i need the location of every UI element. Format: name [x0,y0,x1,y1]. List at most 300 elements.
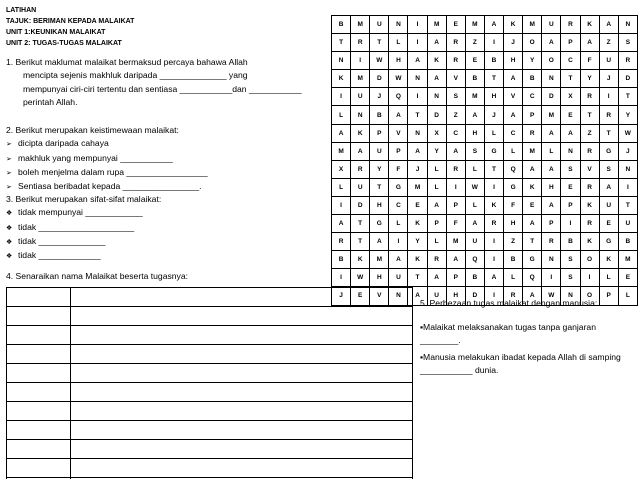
word-search-cell: U [351,178,370,196]
header-exercise-label: LATIHAN [6,7,37,14]
word-search-cell: P [446,196,465,214]
word-search-cell: A [542,124,561,142]
word-search-cell: S [561,160,580,178]
word-search-cell: V [370,287,389,305]
word-search-cell: T [618,196,637,214]
word-search-cell: L [484,124,503,142]
word-search-cell: L [599,269,618,287]
word-search-cell: P [446,269,465,287]
word-search-cell: C [504,124,523,142]
word-search-puzzle [331,15,638,306]
angel-name-cell [7,402,71,421]
word-search-cell: R [427,251,446,269]
angel-duty-cell [71,345,413,364]
word-search-cell: T [561,70,580,88]
angel-duty-cell [71,288,413,307]
angel-duties-answer-table [6,287,413,479]
word-search-cell: M [408,178,427,196]
word-search-cell: E [351,287,370,305]
word-search-cell: A [351,142,370,160]
angel-duty-cell [71,459,413,478]
diamond-bullet-icon: ❖ [6,210,13,218]
word-search-cell: A [446,142,465,160]
angel-duty-cell [71,307,413,326]
word-search-cell: A [542,160,561,178]
word-search-cell: L [504,142,523,160]
angel-duty-cell [71,421,413,440]
word-search-cell: R [561,16,580,34]
word-search-row [332,34,638,52]
word-search-cell: S [618,34,637,52]
word-search-cell: R [446,52,465,70]
word-search-cell: E [465,52,484,70]
word-search-cell: A [484,269,503,287]
word-search-cell: P [389,142,408,160]
word-search-cell: E [446,16,465,34]
list-item-text: tidak mempunyai ____________ [18,207,143,218]
word-search-cell: K [427,52,446,70]
word-search-cell: E [618,269,637,287]
word-search-cell: M [523,142,542,160]
word-search-cell: N [389,287,408,305]
word-search-cell: P [370,124,389,142]
word-search-row [332,106,638,124]
angel-name-cell [7,326,71,345]
word-search-cell: F [446,215,465,233]
angel-name-cell [7,440,71,459]
word-search-cell: B [465,70,484,88]
word-search-cell: K [580,233,599,251]
word-search-cell: U [542,16,561,34]
word-search-cell: T [580,106,599,124]
list-item-text: boleh menjelma dalam rupa _________________ [18,166,208,177]
word-search-cell: U [465,233,484,251]
word-search-cell: R [504,287,523,305]
word-search-cell: M [618,251,637,269]
question-4 [6,270,336,283]
word-search-cell: R [580,142,599,160]
arrow-bullet-icon: ➢ [6,169,12,177]
word-search-cell: T [599,124,618,142]
word-search-cell: G [504,178,523,196]
word-search-cell: N [618,160,637,178]
word-search-cell: I [561,215,580,233]
word-search-cell: X [332,160,351,178]
word-search-cell: A [427,34,446,52]
word-search-cell: R [599,106,618,124]
word-search-row [332,142,638,160]
word-search-cell: A [427,269,446,287]
question-5-point-1: ▪Malaikat melaksanakan tugas tanpa ganjaran ________. [420,322,596,345]
word-search-cell: A [542,34,561,52]
word-search-cell: R [580,215,599,233]
word-search-cell: V [580,160,599,178]
angel-duty-cell [71,402,413,421]
word-search-cell: K [351,124,370,142]
word-search-cell: M [465,16,484,34]
word-search-cell: L [332,178,351,196]
diamond-bullet-icon: ❖ [6,224,13,232]
word-search-cell: D [427,106,446,124]
word-search-cell: G [370,215,389,233]
word-search-cell: S [446,88,465,106]
word-search-cell: N [542,251,561,269]
word-search-cell: A [332,124,351,142]
word-search-cell: A [389,251,408,269]
word-search-cell: A [542,196,561,214]
word-search-grid [331,15,638,306]
list-item [6,152,336,166]
angel-duty-cell [71,383,413,402]
word-search-cell: A [408,142,427,160]
word-search-cell: Y [427,142,446,160]
word-search-cell: K [351,251,370,269]
arrow-bullet-icon: ➢ [6,184,12,192]
word-search-cell: O [542,52,561,70]
table-row [7,364,413,383]
list-item-text: Sentiasa beribadat kepada ________________. [18,181,202,192]
word-search-cell: P [561,34,580,52]
word-search-cell: C [389,196,408,214]
word-search-row [332,233,638,251]
word-search-cell: I [618,178,637,196]
word-search-cell: F [504,196,523,214]
angel-name-cell [7,307,71,326]
question-4-title: 4. Senaraikan nama Malaikat beserta tugasnya: [6,271,189,281]
word-search-cell: U [427,287,446,305]
word-search-cell: N [542,70,561,88]
word-search-cell: I [332,269,351,287]
header-topic: TAJUK: BERIMAN KEPADA MALAIKAT [6,18,135,25]
word-search-cell: B [370,106,389,124]
answer-table [6,287,413,479]
word-search-cell: K [504,16,523,34]
word-search-cell: B [332,16,351,34]
word-search-cell: A [484,16,503,34]
word-search-cell: M [351,70,370,88]
word-search-cell: G [389,178,408,196]
word-search-cell: A [523,160,542,178]
word-search-cell: H [370,196,389,214]
word-search-cell: M [370,251,389,269]
word-search-cell: R [351,160,370,178]
word-search-cell: R [580,88,599,106]
word-search-cell: N [351,106,370,124]
word-search-cell: G [523,251,542,269]
header-unit-1: UNIT 1:KEUNIKAN MALAIKAT [6,29,106,36]
word-search-cell: L [504,269,523,287]
word-search-cell: Z [446,106,465,124]
table-row [7,307,413,326]
word-search-cell: E [561,178,580,196]
word-search-cell: I [446,178,465,196]
word-search-cell: E [599,215,618,233]
angel-duty-cell [71,326,413,345]
word-search-cell: K [580,16,599,34]
word-search-cell: I [484,34,503,52]
word-search-cell: A [332,215,351,233]
word-search-cell: C [523,88,542,106]
word-search-cell: J [332,287,351,305]
word-search-cell: B [523,70,542,88]
diamond-bullet-icon: ❖ [6,253,13,261]
word-search-cell: N [389,16,408,34]
word-search-cell: C [561,52,580,70]
word-search-cell: A [408,287,427,305]
word-search-cell: I [332,196,351,214]
word-search-cell: J [504,34,523,52]
worksheet-header [6,5,134,49]
word-search-cell: S [465,142,484,160]
list-item-text: dicipta daripada cahaya [18,138,109,149]
word-search-cell: U [370,16,389,34]
word-search-cell: R [446,160,465,178]
word-search-cell: Z [465,34,484,52]
word-search-cell: J [484,106,503,124]
word-search-cell: T [523,233,542,251]
word-search-cell: A [427,196,446,214]
word-search-cell: M [523,16,542,34]
word-search-cell: A [465,215,484,233]
word-search-cell: W [370,52,389,70]
word-search-cell: L [465,160,484,178]
word-search-cell: I [580,269,599,287]
angel-name-cell [7,383,71,402]
word-search-cell: H [389,52,408,70]
list-item [6,137,336,151]
word-search-row [332,196,638,214]
word-search-cell: M [351,16,370,34]
word-search-cell: S [599,160,618,178]
table-row [7,402,413,421]
question-2 [6,124,336,194]
word-search-cell: D [542,88,561,106]
word-search-cell: B [484,52,503,70]
word-search-cell: M [542,106,561,124]
word-search-row [332,16,638,34]
word-search-cell: J [599,70,618,88]
word-search-cell: W [618,124,637,142]
word-search-cell: N [561,287,580,305]
question-1-line-3: mempunyai ciri-ciri tertentu dan sentiasa ___________dan ___________ [23,83,302,94]
word-search-cell: T [484,70,503,88]
word-search-cell: G [599,142,618,160]
table-row [7,288,413,307]
word-search-cell: R [446,34,465,52]
word-search-cell: A [504,70,523,88]
list-item [6,221,336,235]
word-search-cell: Q [504,160,523,178]
word-search-cell: H [446,287,465,305]
word-search-cell: G [484,142,503,160]
word-search-cell: A [523,287,542,305]
word-search-cell: U [599,52,618,70]
angel-duty-cell [71,440,413,459]
question-1-line-4: perintah Allah. [23,96,78,107]
word-search-cell: A [599,16,618,34]
word-search-cell: T [618,88,637,106]
question-5-title: 5. Perbezaan tugas malaikat dengan manusia: [420,298,598,308]
word-search-cell: W [351,269,370,287]
word-search-cell: A [446,251,465,269]
word-search-cell: R [484,215,503,233]
word-search-cell: T [351,215,370,233]
angel-name-cell [7,459,71,478]
word-search-cell: F [580,52,599,70]
word-search-cell: I [408,16,427,34]
word-search-cell: H [465,124,484,142]
word-search-cell: J [408,160,427,178]
word-search-cell: K [580,196,599,214]
word-search-cell: Y [618,106,637,124]
word-search-row [332,88,638,106]
table-row [7,421,413,440]
word-search-cell: J [370,88,389,106]
question-1-line-1: 1. Berikut maklumat malaikat bermaksud percaya bahawa Allah [6,57,248,67]
word-search-cell: A [427,70,446,88]
word-search-cell: A [580,34,599,52]
word-search-cell: I [351,52,370,70]
word-search-cell: N [332,52,351,70]
word-search-cell: X [561,88,580,106]
word-search-cell: F [389,160,408,178]
diamond-bullet-icon: ❖ [6,238,13,246]
word-search-cell: A [465,106,484,124]
word-search-cell: A [408,52,427,70]
word-search-cell: I [484,233,503,251]
list-item-text: tidak ______________ [18,235,106,246]
angel-name-cell [7,364,71,383]
word-search-cell: J [618,142,637,160]
arrow-bullet-icon: ➢ [6,155,12,163]
word-search-cell: K [332,70,351,88]
word-search-cell: P [427,215,446,233]
question-1 [6,56,336,109]
word-search-cell: O [580,251,599,269]
word-search-cell: I [599,88,618,106]
word-search-cell: I [484,178,503,196]
word-search-row [332,70,638,88]
word-search-cell: A [599,178,618,196]
question-2-title: 2. Berikut merupakan keistimewaan malaikat: [6,125,179,135]
word-search-cell: Q [465,251,484,269]
word-search-row [332,178,638,196]
word-search-cell: Z [599,34,618,52]
word-search-cell: R [542,233,561,251]
word-search-cell: H [504,52,523,70]
table-row [7,326,413,345]
word-search-cell: M [332,142,351,160]
word-search-cell: W [542,287,561,305]
word-search-cell: E [523,196,542,214]
word-search-cell: L [465,196,484,214]
word-search-cell: A [523,215,542,233]
word-search-cell: T [484,160,503,178]
word-search-cell: R [523,124,542,142]
word-search-cell: U [351,88,370,106]
word-search-cell: R [332,233,351,251]
word-search-cell: W [465,178,484,196]
word-search-cell: B [332,251,351,269]
word-search-cell: I [484,251,503,269]
arrow-bullet-icon: ➢ [6,141,12,149]
angel-name-cell [7,421,71,440]
word-search-cell: Y [523,52,542,70]
word-search-row [332,160,638,178]
word-search-cell: P [523,106,542,124]
word-search-cell: I [332,88,351,106]
word-search-cell: M [465,88,484,106]
table-row [7,459,413,478]
word-search-cell: N [408,124,427,142]
word-search-cell: L [332,106,351,124]
word-search-cell: I [542,269,561,287]
word-search-cell: L [427,233,446,251]
word-search-cell: W [389,70,408,88]
word-search-cell: Z [580,124,599,142]
word-search-cell: L [389,34,408,52]
word-search-cell: S [561,251,580,269]
question-3-title: 3. Berikut merupakan sifat-sifat malaikat: [6,194,162,204]
word-search-cell: C [446,124,465,142]
word-search-cell: V [504,88,523,106]
word-search-cell: L [389,215,408,233]
word-search-cell: N [427,88,446,106]
question-5-point-2: ▪Manusia melakukan ibadat kepada Allah di samping ___________ dunia. [420,352,621,375]
word-search-cell: Y [408,233,427,251]
word-search-cell: X [427,124,446,142]
word-search-cell: I [408,88,427,106]
word-search-cell: G [599,233,618,251]
angel-name-cell [7,288,71,307]
word-search-cell: V [446,70,465,88]
word-search-cell: K [523,178,542,196]
word-search-cell: T [408,106,427,124]
word-search-cell: E [408,196,427,214]
word-search-cell: Y [370,160,389,178]
word-search-cell: K [484,196,503,214]
word-search-cell: A [370,233,389,251]
word-search-cell: L [427,178,446,196]
word-search-cell: H [542,178,561,196]
question-1-line-2: mencipta sejenis makhluk daripada ______________ yang [23,70,248,81]
word-search-row [332,215,638,233]
list-item [6,235,336,249]
word-search-cell: Q [523,269,542,287]
word-search-cell: M [427,16,446,34]
list-item-text: tidak ____________________ [18,221,135,232]
word-search-cell: D [370,70,389,88]
word-search-cell: T [370,178,389,196]
list-item-text: makhluk yang mempunyai ___________ [18,152,173,163]
question-3 [6,193,336,263]
word-search-cell: A [504,106,523,124]
word-search-row [332,269,638,287]
word-search-cell: H [370,269,389,287]
word-search-cell: B [504,251,523,269]
word-search-cell: I [408,34,427,52]
header-unit-2: UNIT 2: TUGAS-TUGAS MALAIKAT [6,40,122,47]
word-search-cell: R [351,34,370,52]
word-search-cell: R [618,52,637,70]
word-search-cell: P [542,215,561,233]
word-search-cell: U [599,196,618,214]
word-search-cell: O [580,287,599,305]
angel-name-cell [7,345,71,364]
word-search-cell: A [389,106,408,124]
word-search-cell: N [618,16,637,34]
word-search-row [332,124,638,142]
